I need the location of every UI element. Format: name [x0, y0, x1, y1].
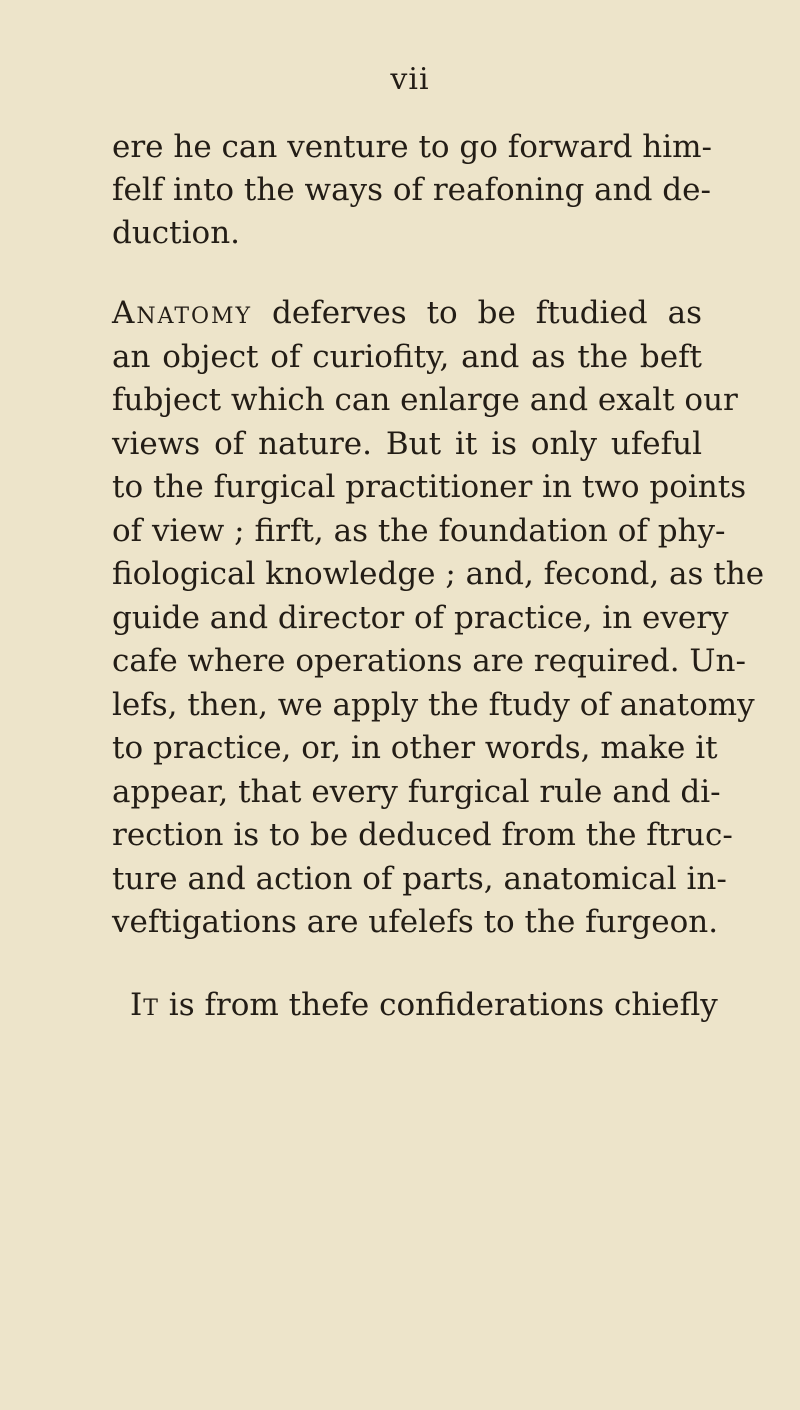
- page-number: vii: [390, 62, 430, 97]
- paragraph-first-line: [130, 985, 718, 1025]
- text-line: views of nature. But it is only ufeful: [112, 426, 702, 462]
- lead-word-it: It: [130, 987, 159, 1023]
- text-line: fiological knowledge ; and, fecond, as the: [112, 556, 765, 592]
- lead-word-anatomy: Anatomy: [112, 295, 253, 331]
- text-line: appear, that every furgical rule and di-: [112, 774, 721, 810]
- text-line: ture and action of parts, anatomical in-: [112, 861, 727, 897]
- paragraph-first-line: [112, 293, 702, 333]
- text-line: fubject which can enlarge and exalt our: [112, 382, 738, 418]
- text-line: an object of curiofity, and as the beft: [112, 339, 702, 375]
- text-line: duction.: [112, 215, 241, 251]
- text-line: cafe where operations are required. Un-: [112, 643, 746, 679]
- first-line-rest: deferves to be ftudied as: [272, 295, 702, 331]
- text-line: to the furgical practitioner in two points: [112, 469, 747, 505]
- text-line: rection is to be deduced from the ftruc-: [112, 817, 733, 853]
- text-line: of view ; firft, as the foundation of phy-: [112, 513, 726, 549]
- text-line: felf into the ways of reafoning and de-: [112, 172, 711, 208]
- text-line: veftigations are ufelefs to the furgeon.: [112, 904, 719, 940]
- text-line: to practice, or, in other words, make it: [112, 730, 718, 766]
- text-line: lefs, then, we apply the ftudy of anatomy: [112, 687, 755, 723]
- text-line: guide and director of practice, in every: [112, 600, 729, 636]
- text-line: ere he can venture to go forward him-: [112, 129, 713, 165]
- first-line-rest: is from thefe confiderations chiefly: [168, 987, 718, 1023]
